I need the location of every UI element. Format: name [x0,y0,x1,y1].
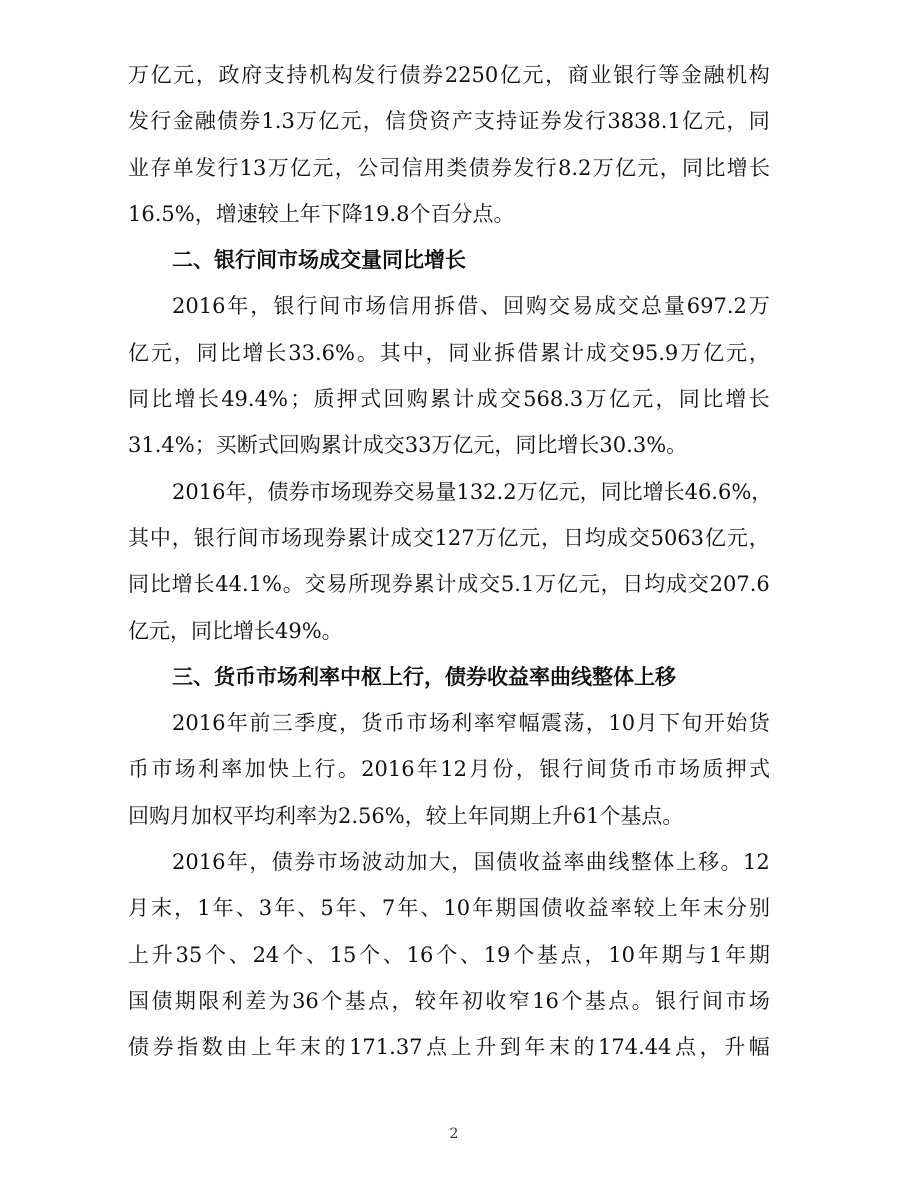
text-line [128,793,770,839]
section-heading [128,237,770,283]
text-line-content: 16.5%，增速较上年下降19.8个百分点。 [128,201,515,226]
document-body [128,52,773,1071]
text-line: 币 市 场 利 率 加 快 上 行 。 2016 年 12 月 份 ， 银 行 间 货 币 市 场 质 押 式 [128,757,770,782]
text-line: 上 升 35 个 、 24 个 、 15 个 、 16 个 、 19 个 基 点 ， 10 年 期 与 1 年 期 [128,942,770,967]
text-line-content: 三、货币市场利率中枢上行，债券收益率曲线整体上移 [172,663,676,689]
text-line: 2016 年 ， 银 行 间 市 场 信 用 拆 借 、 回 购 交 易 成 交 总 量 697.2 万 [172,294,770,319]
text-line-content: 31.4%；买断式回购累计成交33万亿元，同比增长30.3%。 [128,433,688,458]
text-line [128,422,770,468]
text-line: 同 比 增 长 49.4% ； 质 押 式 回 购 累 计 成 交 568.3 万 亿 元 ， 同 比 增 长 [128,387,770,412]
text-line: 2016 年 前 三 季 度 ， 货 币 市 场 利 率 窄 幅 震 荡 ， 10 月 下 旬 开 始 货 [172,711,770,736]
page-number: 2 [449,1126,459,1142]
text-line-content: 回购月加权平均利率为2.56%，较上年同期上升61个基点。 [128,803,684,828]
text-line: 国 债 期 限 利 差 为 36 个 基 点 ， 较 年 初 收 窄 16 个 基 点 。 银 行 间 市 场 [128,988,770,1013]
text-line: 月 末 ， 1 年 、 3 年 、 5 年 、 7 年 、 10 年 期 国 债 收 益 率 较 上 年 末 分 别 [128,896,770,921]
text-line: 万 亿 元 ， 政 府 支 持 机 构 发 行 债 券 2250 亿 元 ， 商 业 银 行 等 金 融 机 构 [128,63,770,87]
text-line-content: 亿元，同比增长49%。 [128,618,343,643]
text-line: 2016 年 ， 债 券 市 场 波 动 加 大 ， 国 债 收 益 率 曲 线 整 体 上 移 。 12 [172,850,770,875]
text-line [128,608,770,654]
text-line: 债 券 指 数 由 上 年 末 的 171.37 点 上 升 到 年 末 的 174.44 点 ， 升 幅 [128,1035,770,1060]
text-line: 其 中 ， 银 行 间 市 场 现 券 累 计 成 交 127 万 亿 元 ， 日 均 成 交 5063 亿 元 ， [128,525,770,550]
text-line-content: 二、银行间市场成交量同比增长 [172,247,466,273]
text-line: 亿 元 ， 同 比 增 长 33.6% 。 其 中 ， 同 业 拆 借 累 计 成 交 95.9 万 亿 元 ， [128,340,770,365]
section-heading [128,654,770,700]
text-line: 业 存 单 发 行 13 万 亿 元 ， 公 司 信 用 类 债 券 发 行 8.2 万 亿 元 ， 同 比 增 长 [128,155,770,180]
text-line: 同 比 增 长 44.1% 。 交 易 所 现 券 累 计 成 交 5.1 万 亿 元 ， 日 均 成 交 207.6 [128,572,770,597]
text-line [128,191,770,237]
text-line: 发 行 金 融 债 券 1.3 万 亿 元 ， 信 贷 资 产 支 持 证 券 发 行 3838.1 亿 元 ， 同 [128,109,770,134]
text-line: 2016 年 ， 债 券 市 场 现 券 交 易 量 132.2 万 亿 元 ， 同 比 增 长 46.6% ， [172,479,773,504]
